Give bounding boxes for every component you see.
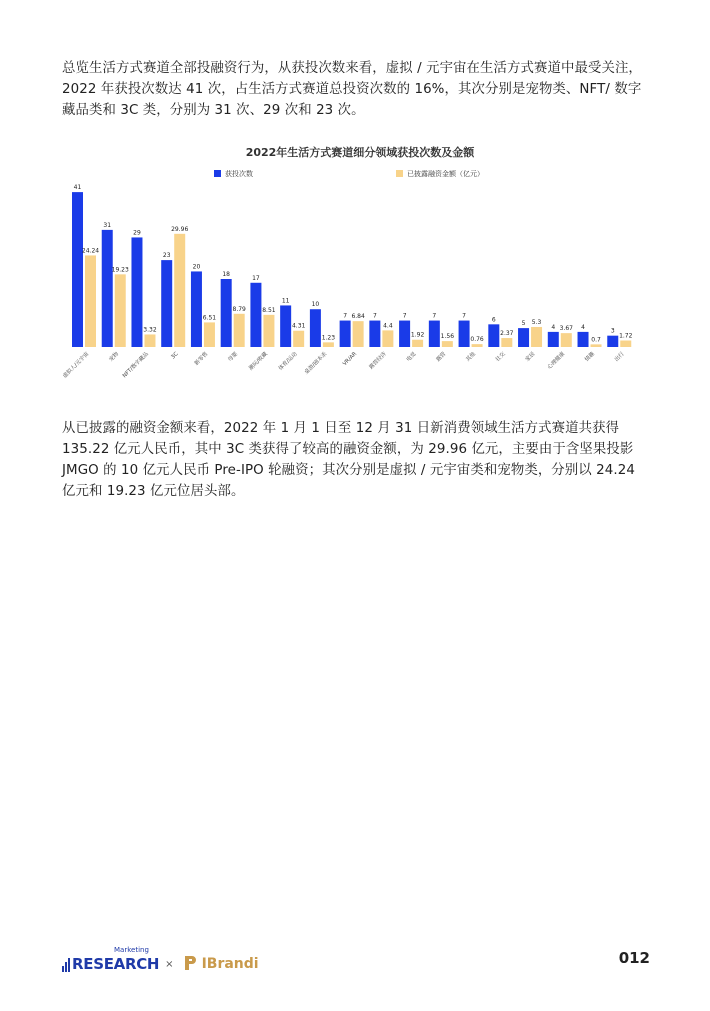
bar-count	[369, 321, 380, 347]
data-label-count: 7	[343, 312, 348, 320]
chart-title: 2022年生活方式赛道细分领域获投次数及金额	[245, 146, 475, 159]
chart-svg	[60, 142, 660, 402]
data-label-amount: 1.56	[440, 333, 455, 341]
bar-amount	[472, 344, 483, 347]
page-number: 012	[618, 949, 650, 967]
funding-paragraph: 从已披露的融资金额来看，2022 年 1 月 1 日至 12 月 31 日新消费领域生活方式赛道共获得 135.22 亿元人民币，其中 3C 类获得了较高的融资金额，为 29.96 亿元，主要由于含坚果投影 JMGO 的 10 亿元人民币 Pre-IPO 轮融资；其次分别是虚拟 / 元宇宙类和宠物类，分别以 24.24 亿元和 19.23 亿元位居头部。	[62, 421, 635, 499]
bar-count	[340, 321, 351, 347]
data-label-count: 17	[252, 274, 260, 282]
bar-amount	[204, 322, 215, 347]
data-label-amount: 24.24	[81, 247, 100, 255]
data-label-count: 7	[432, 312, 437, 320]
data-label-count: 6	[491, 316, 496, 324]
bar-amount	[263, 315, 274, 347]
bar-amount	[323, 342, 334, 347]
category-label: 露营经济	[368, 351, 388, 371]
bar-amount	[412, 340, 423, 347]
category-label: VR/AR	[342, 351, 359, 368]
footer-logo	[62, 948, 259, 972]
bar-count	[191, 271, 202, 347]
data-label-amount: 5.3	[531, 318, 542, 326]
legend-swatch-amount	[396, 170, 403, 177]
data-label-amount: 1.72	[619, 332, 633, 340]
category-label: 宠物	[108, 351, 121, 364]
bar-count	[459, 321, 470, 347]
data-label-count: 20	[192, 263, 201, 271]
category-label: 电竞	[405, 351, 418, 364]
data-label-count: 18	[222, 271, 231, 278]
data-label-count: 23	[162, 252, 171, 260]
bar-count	[578, 332, 589, 347]
data-label-count: 41	[73, 184, 82, 192]
data-label-count: 3	[610, 327, 615, 335]
research-logo-superscript: Marketing	[114, 946, 149, 954]
bar-amount	[115, 274, 126, 347]
data-label-amount: 8.51	[262, 306, 276, 314]
data-label-count: 5	[521, 320, 526, 328]
data-label-amount: 8.79	[232, 305, 246, 313]
data-label-amount: 6.51	[202, 314, 217, 322]
bar-amount	[561, 333, 572, 347]
data-label-count: 29	[133, 229, 141, 237]
data-label-amount: 4.4	[383, 322, 393, 330]
bars-layer	[61, 184, 633, 379]
bar-count	[310, 309, 321, 347]
bar-count	[102, 230, 113, 347]
ibrandi-logo-icon	[182, 955, 198, 971]
bar-amount	[85, 255, 96, 347]
research-logo-text: RESEARCH	[72, 955, 160, 973]
category-label: 出行	[613, 351, 626, 364]
bar-amount	[591, 344, 602, 347]
investment-bar-chart	[60, 142, 660, 402]
data-label-amount: 0.7	[591, 336, 601, 344]
bar-amount	[174, 234, 185, 347]
logo-separator: ×	[165, 959, 174, 970]
category-label: 情趣	[584, 351, 596, 364]
category-label: 桌游/剧本杀	[303, 351, 329, 376]
category-label: 新零售	[193, 351, 210, 367]
category-label: 心理健康	[546, 351, 567, 371]
data-label-amount: 2.37	[500, 330, 514, 338]
bar-count	[488, 324, 499, 347]
data-label-amount: 19.23	[111, 266, 129, 274]
category-label: 虚拟人/元宇宙	[62, 351, 91, 380]
category-label: 母婴	[227, 351, 240, 364]
data-label-amount: 0.76	[470, 336, 484, 344]
data-label-count: 11	[281, 297, 290, 305]
data-label-amount: 3.67	[559, 325, 573, 333]
data-label-count: 7	[372, 312, 377, 320]
data-label-count: 31	[103, 221, 112, 229]
data-label-amount: 1.23	[321, 334, 336, 342]
data-label-count: 4	[551, 323, 556, 331]
bar-count	[280, 305, 291, 347]
data-label-amount: 4.31	[291, 322, 306, 330]
data-label-count: 10	[311, 301, 320, 309]
category-label: 露营	[435, 351, 448, 364]
bar-amount	[293, 331, 304, 347]
bar-amount	[501, 338, 512, 347]
category-label: 潮玩/收藏	[248, 351, 269, 372]
bar-amount	[144, 334, 155, 347]
bar-count	[399, 321, 410, 347]
data-label-amount: 6.84	[351, 313, 365, 321]
bar-amount	[382, 330, 393, 347]
bar-count	[221, 279, 232, 347]
bar-count	[161, 260, 172, 347]
category-label: NFT/数字藏品	[121, 351, 150, 380]
intro-paragraph: 总览生活方式赛道全部投融资行为，从获投次数来看，虚拟 / 元宇宙在生活方式赛道中最受关注，2022 年获投次数达 41 次，占生活方式赛道总投资次数的 16%，其次分别是宠物类、NFT/ 数字藏品类和 3C 类，分别为 31 次、29 次和 23 次。	[62, 61, 642, 118]
data-label-count: 4	[581, 323, 585, 331]
category-label: 其他	[465, 351, 477, 364]
bar-count	[548, 332, 559, 347]
data-label-count: 7	[462, 312, 466, 320]
category-label: 体育/运动	[277, 351, 299, 372]
bar-amount	[234, 314, 245, 347]
bar-amount	[353, 321, 364, 347]
research-logo-bars-icon	[62, 958, 70, 972]
category-label: 社交	[494, 351, 507, 364]
data-label-amount: 3.32	[143, 326, 157, 334]
bar-count	[429, 321, 440, 347]
legend-label-count: 获投次数	[225, 170, 253, 178]
bar-count	[518, 328, 529, 347]
bar-count	[250, 283, 261, 347]
bar-amount	[531, 327, 542, 347]
bar-count	[131, 237, 142, 347]
bar-amount	[442, 341, 453, 347]
bar-amount	[620, 341, 631, 347]
data-label-count: 7	[402, 312, 407, 320]
ibrandi-logo-text: IBrandi	[201, 956, 259, 972]
category-label: 家居	[524, 351, 537, 364]
legend-swatch-count	[214, 170, 221, 177]
data-label-amount: 29.96	[171, 225, 189, 233]
bar-count	[607, 336, 618, 347]
data-label-amount: 1.92	[410, 331, 425, 339]
legend-label-amount: 已披露融资金额（亿元）	[407, 170, 484, 178]
bar-count	[72, 192, 83, 347]
category-label: 3C	[170, 351, 180, 361]
